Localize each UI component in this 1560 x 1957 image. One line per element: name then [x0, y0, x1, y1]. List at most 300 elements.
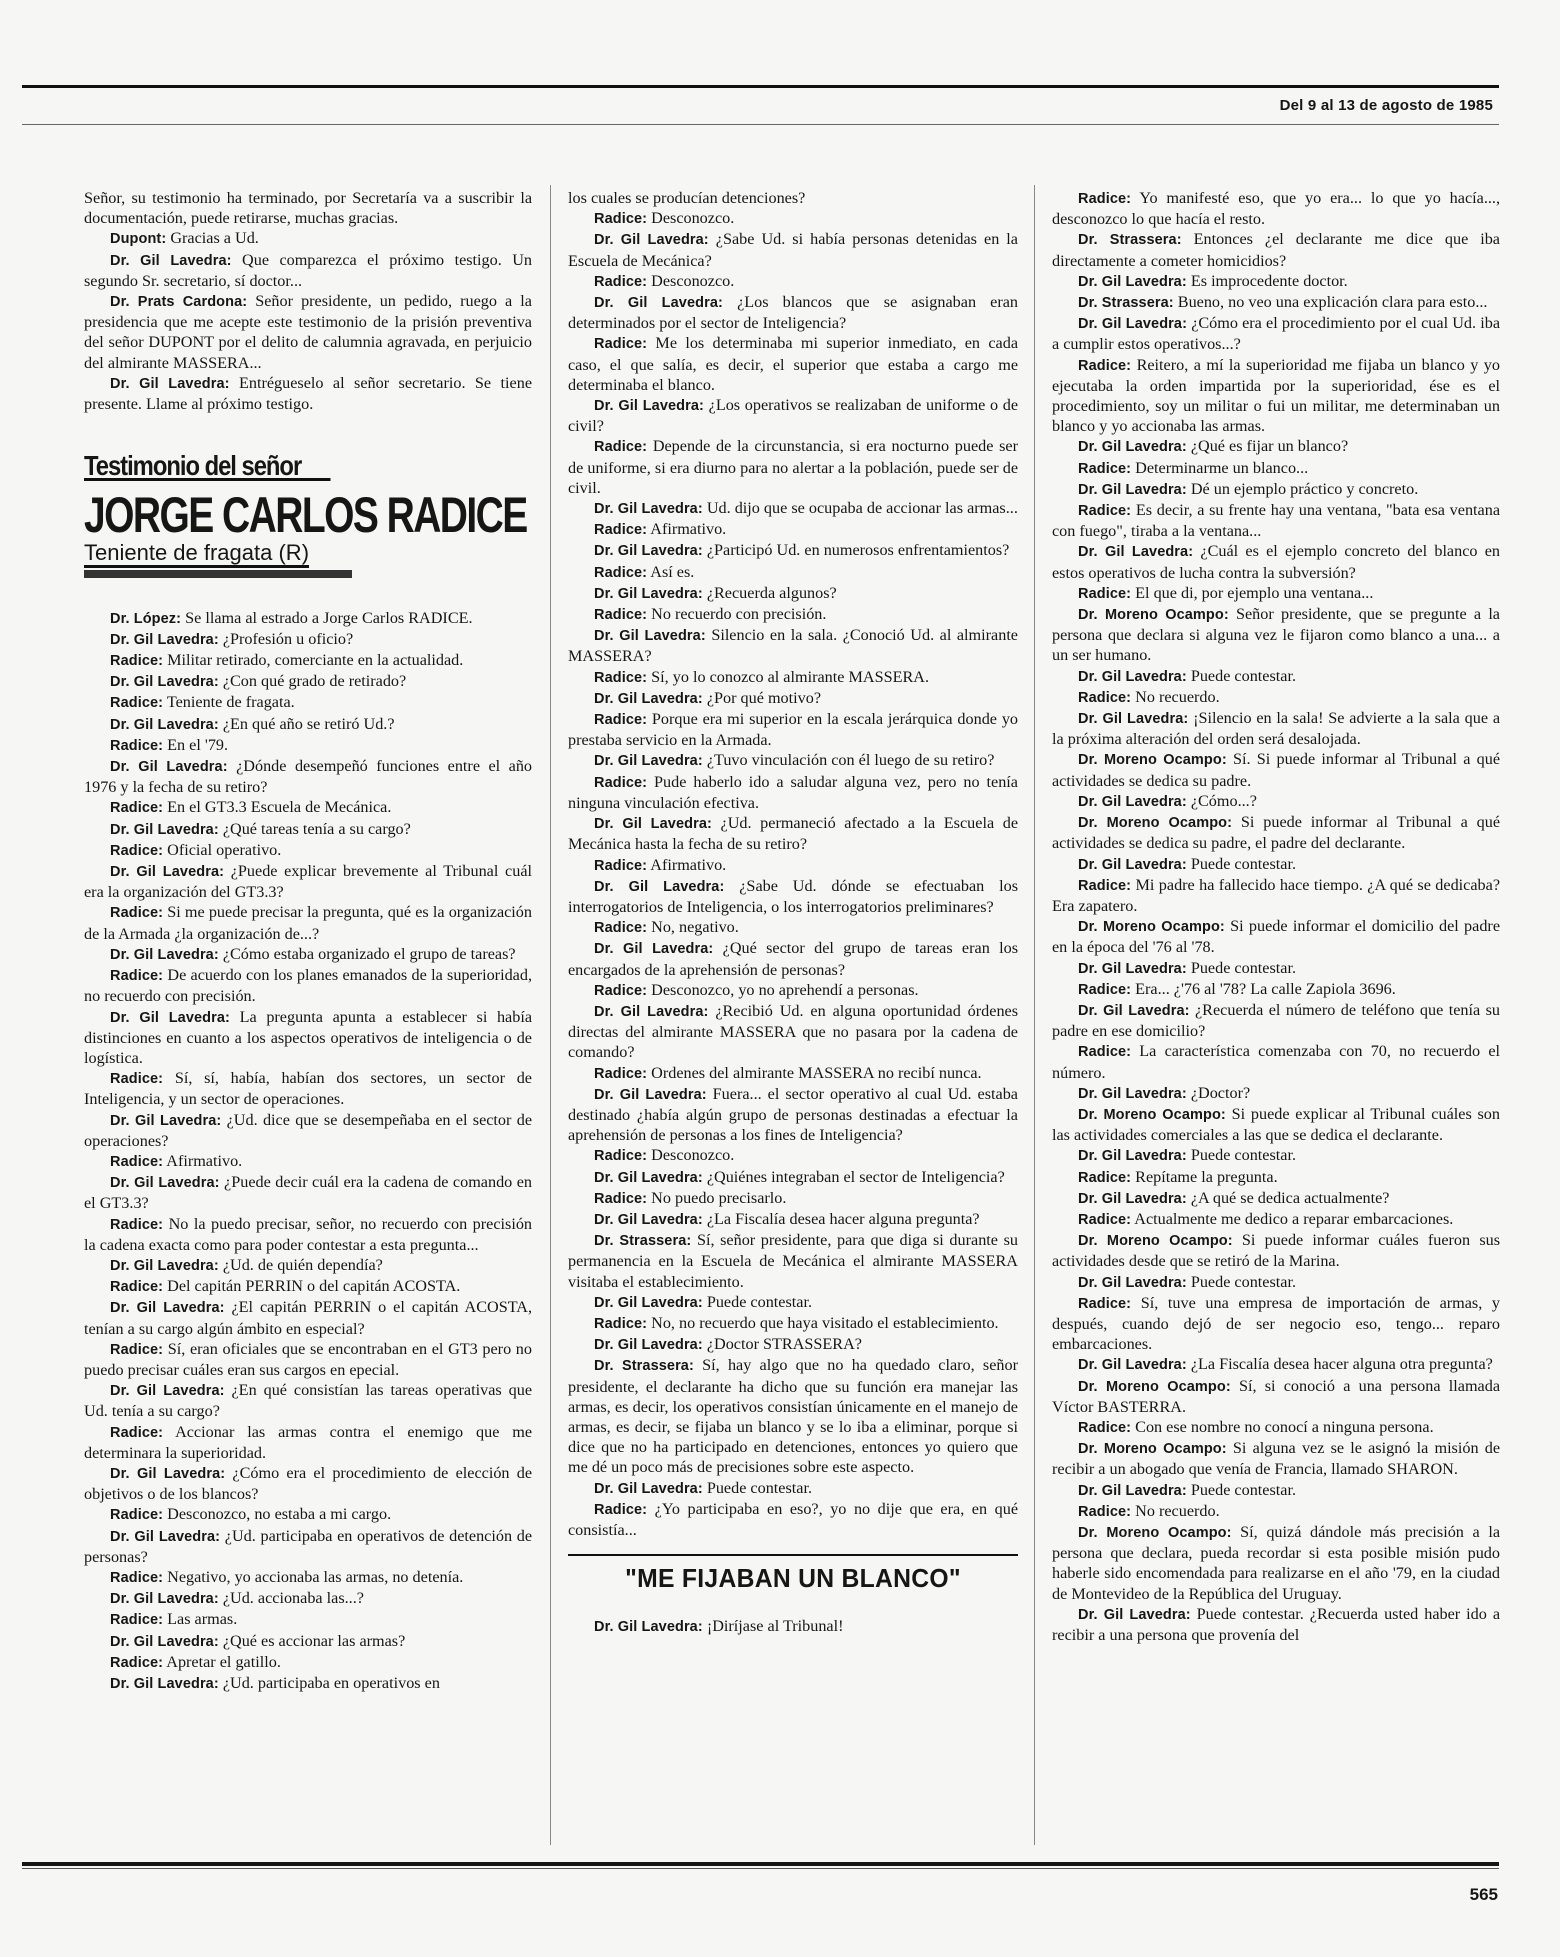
utterance-text: Ordenes del almirante MASSERA no recibí nunca.: [651, 1063, 982, 1082]
transcript-paragraph: [568, 229, 1018, 270]
witness-rank: Teniente de fragata (R): [84, 543, 309, 567]
speaker-name: Dr. Gil Lavedra:: [1078, 1085, 1187, 1102]
utterance-text: La característica comenzaba con 70, no recuerdo el número.: [1052, 1042, 1501, 1082]
speaker-name: Dr. Gil Lavedra:: [110, 375, 230, 392]
speaker-name: Dr. Gil Lavedra:: [1078, 273, 1187, 290]
column-2: [568, 188, 1018, 1638]
speaker-name: Dr. Gil Lavedra:: [1078, 481, 1187, 498]
speaker-name: Dr. Moreno Ocampo:: [1078, 1525, 1232, 1541]
transcript-paragraph: [568, 980, 1018, 1001]
utterance-text: ¿Los blancos que se asignaban eran determinados por el sector de Inteligencia?: [568, 293, 1019, 333]
transcript-paragraph: [84, 250, 532, 291]
transcript-paragraph: [568, 395, 1018, 436]
subheading-box: [568, 1554, 1018, 1594]
utterance-text: El que di, por ejemplo una ventana...: [1135, 583, 1374, 602]
transcript-paragraph: [1052, 958, 1500, 979]
speaker-name: Dr. Gil Lavedra:: [594, 753, 703, 770]
transcript-paragraph: [84, 1504, 532, 1525]
transcript-paragraph: [1052, 1000, 1500, 1041]
speaker-name: Radice:: [594, 857, 648, 874]
utterance-text: Sí, hay algo que no ha quedado claro, señor presidente, el declarante ha dicho que su función era manejar las armas, es decir, los operativos consistían únicamente en el manejo de armas, es decir, se fijaba un blanco y se lo iba a eliminar, porque si dice que no ha participado en detenciones, entonces yo quiero que me dé un poco más de precisiones sobre este aspecto.: [568, 1356, 1018, 1477]
transcript-paragraph: [568, 292, 1018, 333]
speaker-name: Dr. Gil Lavedra:: [110, 716, 219, 733]
transcript-paragraph: [1052, 1209, 1500, 1230]
speaker-name: Dr. Moreno Ocampo:: [1078, 815, 1233, 832]
utterance-text: Puede contestar.: [1190, 958, 1297, 977]
transcript-paragraph: [84, 840, 532, 861]
utterance-text: ¿Sabe Ud. dónde se efectuaban los interrogatorios de Inteligencia, o los interrogatorios preliminares?: [568, 876, 1019, 916]
utterance-text: Puede contestar.: [1190, 1272, 1297, 1291]
speaker-name: Radice:: [594, 1065, 648, 1082]
utterance-text: Apretar el gatillo.: [166, 1652, 281, 1671]
utterance-text: Silencio en la sala. ¿Conoció Ud. al almirante MASSERA?: [568, 626, 1018, 666]
transcript-paragraph: [84, 861, 532, 902]
transcript-paragraph: [1052, 292, 1500, 313]
transcript-paragraph: [84, 1214, 532, 1255]
utterance-text: Porque era mi superior en la escala jerárquica donde yo prestaba servicio en la Armada.: [568, 710, 1019, 750]
utterance-text: Puede contestar.: [1190, 854, 1297, 873]
speaker-name: Dr. Gil Lavedra:: [594, 1619, 703, 1636]
utterance-text: Sí, si conoció a una persona llamada Víctor BASTERRA.: [1052, 1376, 1500, 1416]
transcript-paragraph: [568, 625, 1018, 666]
utterance-text: Señor presidente, que se pregunte a la persona que declara si alguna vez le fijaron como blanco a una... a un ser humano.: [1052, 605, 1500, 665]
speaker-name: Dr. Moreno Ocampo:: [1078, 1106, 1226, 1123]
utterance-text: ¿Ud. dice que se desempeñaba en el sector de operaciones?: [84, 1110, 533, 1150]
speaker-name: Dr. Gil Lavedra:: [1078, 544, 1194, 561]
column-1: [84, 188, 532, 1694]
utterance-text: ¿Qué sector del grupo de tareas eran los encargados de la aprehensión de personas?: [568, 939, 1018, 979]
transcript-paragraph: [1052, 1293, 1500, 1355]
speaker-name: Radice:: [594, 439, 648, 456]
speaker-name: Radice:: [1078, 1419, 1132, 1436]
utterance-text: ¿Ud. permaneció afectado a la Escuela de Mecánica hasta la fecha de su retiro?: [568, 814, 1019, 854]
transcript-paragraph: [1052, 1230, 1500, 1271]
speaker-name: Dupont:: [110, 231, 167, 248]
utterance-text: ¿La Fiscalía desea hacer alguna otra pregunta?: [1190, 1355, 1493, 1374]
utterance-text: Con ese nombre no conocí a ninguna persona.: [1135, 1417, 1434, 1436]
speaker-name: Dr. Gil Lavedra:: [110, 1528, 221, 1545]
transcript-paragraph: [568, 750, 1018, 771]
utterance-text: Desconozco, no estaba a mi cargo.: [167, 1505, 392, 1524]
transcript-paragraph: [568, 1209, 1018, 1230]
transcript-paragraph: [1052, 979, 1500, 1000]
utterance-text: Sí, yo lo conozco al almirante MASSERA.: [651, 667, 929, 686]
utterance-text: ¿Dónde desempeñó funciones entre el año 1976 y la fecha de su retiro?: [84, 757, 533, 797]
speaker-name: Dr. Moreno Ocampo:: [1078, 1233, 1233, 1250]
speaker-name: Dr. Gil Lavedra:: [110, 821, 219, 838]
speaker-name: Dr. Gil Lavedra:: [110, 1175, 220, 1192]
speaker-name: Dr. Gil Lavedra:: [110, 759, 228, 776]
utterance-text: Es decir, a su frente hay una ventana, "bata esa ventana con fuego", tiraba a la ventana...: [1052, 501, 1501, 541]
speaker-name: Dr. Gil Lavedra:: [594, 878, 725, 895]
speaker-name: Dr. Gil Lavedra:: [1078, 856, 1187, 873]
header-rule: [22, 124, 1499, 125]
speaker-name: Radice:: [1078, 585, 1132, 602]
transcript-paragraph: [1052, 666, 1500, 687]
speaker-name: Radice:: [1078, 503, 1132, 520]
utterance-text: Yo manifesté eso, que yo era... lo que yo hacía..., desconozco lo que hacía el resto.: [1052, 189, 1501, 229]
transcript-paragraph: [84, 1422, 532, 1463]
utterance-text: ¿Qué tareas tenía a su cargo?: [222, 819, 411, 838]
transcript-paragraph: [568, 208, 1018, 229]
heading-pretitle: Testimonio del señor: [84, 456, 331, 481]
transcript-paragraph: [84, 1068, 532, 1109]
utterance-text: ¿Qué es fijar un blanco?: [1190, 437, 1349, 456]
speaker-name: Radice:: [110, 1279, 164, 1296]
speaker-name: Radice:: [110, 905, 164, 922]
transcript-paragraph: [84, 1151, 532, 1172]
speaker-name: Dr. Gil Lavedra:: [594, 295, 723, 312]
utterance-text: ¿Puede decir cuál era la cadena de comando en el GT3.3?: [84, 1173, 532, 1213]
speaker-name: Dr. López:: [110, 610, 182, 627]
transcript-paragraph: [568, 1145, 1018, 1166]
utterance-text: Mi padre ha fallecido hace tiempo. ¿A qué se dedicaba? Era zapatero.: [1052, 875, 1501, 915]
utterance-text: Ud. dijo que se ocupaba de accionar las armas...: [706, 499, 1018, 518]
transcript-paragraph: [1052, 1480, 1500, 1501]
utterance-text: Puede contestar.: [1190, 1146, 1297, 1165]
utterance-text: Sí, señor presidente, para que diga si durante su permanencia en la Escuela de Mecánica el almirante MASSERA visitaba el establecimiento.: [568, 1231, 1018, 1291]
utterance-text: Afirmativo.: [650, 855, 727, 874]
transcript-paragraph: [84, 1567, 532, 1588]
transcript-paragraph: [568, 1063, 1018, 1084]
speaker-name: Radice:: [594, 712, 648, 729]
speaker-name: Dr. Strassera:: [1078, 295, 1174, 312]
transcript-paragraph: [1052, 479, 1500, 500]
speaker-name: Dr. Gil Lavedra:: [594, 1169, 703, 1186]
utterance-text: Oficial operativo.: [167, 840, 282, 859]
transcript-paragraph: [1052, 541, 1500, 582]
utterance-text: Sí, eran oficiales que se encontraban en el GT3 pero no puedo precisar cuáles eran sus cargos en epecial.: [84, 1339, 532, 1379]
transcript-paragraph: [84, 373, 532, 414]
transcript-paragraph: [1052, 708, 1500, 749]
page-number: 565: [1469, 1885, 1498, 1904]
utterance-text: Negativo, yo accionaba las armas, no detenía.: [167, 1567, 464, 1586]
utterance-text: No recuerdo.: [1135, 687, 1220, 706]
speaker-name: Dr. Gil Lavedra:: [594, 543, 703, 560]
utterance-text: Puede contestar.: [706, 1478, 813, 1497]
utterance-text: ¿Ud. de quién dependía?: [222, 1255, 383, 1274]
transcript-paragraph: [1052, 313, 1500, 354]
speaker-name: Dr. Gil Lavedra:: [110, 1633, 219, 1650]
speaker-name: Radice:: [594, 669, 648, 686]
speaker-name: Dr. Gil Lavedra:: [594, 1480, 703, 1497]
speaker-name: Dr. Gil Lavedra:: [1078, 1190, 1187, 1207]
utterance-text: ¿Ud. accionaba las...?: [222, 1589, 364, 1608]
speaker-name: Dr. Gil Lavedra:: [110, 1383, 225, 1400]
utterance-text: Si me puede precisar la pregunta, qué es la organización de la Armada ¿la organización de...?: [84, 903, 532, 943]
speaker-name: Dr. Gil Lavedra:: [1078, 439, 1187, 456]
transcript-paragraph: [84, 965, 532, 1006]
utterance-text: Dé un ejemplo práctico y concreto.: [1190, 479, 1419, 498]
utterance-text: No puedo precisarlo.: [651, 1188, 787, 1207]
speaker-name: Radice:: [110, 1071, 164, 1088]
utterance-text: ¿Sabe Ud. si había personas detenidas en la Escuela de Mecánica?: [568, 230, 1018, 270]
utterance-text: No la puedo precisar, señor, no recuerdo con precisión la cadena exacta como para poder contestar a esta pregunta...: [84, 1214, 533, 1254]
transcript-paragraph: [1052, 229, 1500, 270]
transcript-paragraph: [568, 1084, 1018, 1146]
utterance-text: Así es.: [650, 562, 695, 581]
transcript-paragraph: [84, 1276, 532, 1297]
transcript-paragraph: [1052, 1417, 1500, 1438]
utterance-text: ¿Recuerda algunos?: [706, 583, 837, 602]
transcript-paragraph: [1052, 583, 1500, 604]
speaker-name: Dr. Gil Lavedra:: [110, 631, 219, 648]
speaker-name: Dr. Moreno Ocampo:: [1078, 919, 1225, 936]
speaker-name: Radice:: [594, 1148, 648, 1165]
utterance-text: Teniente de fragata.: [166, 693, 295, 712]
speaker-name: Radice:: [594, 211, 648, 228]
speaker-name: Radice:: [594, 774, 648, 791]
utterance-text: Fuera... el sector operativo al cual Ud. estaba destinado ¿había algún grupo de personas destinadas a efectuar la aprehensión de personas a los fines de Inteligencia?: [568, 1084, 1018, 1145]
transcript-paragraph: [568, 436, 1018, 498]
utterance-text: ¿Yo participaba en eso?, yo no dije que era, en qué consistía...: [568, 1499, 1018, 1539]
transcript-paragraph: [568, 772, 1018, 813]
transcript-paragraph: [568, 1167, 1018, 1188]
utterance-text: ¿En qué consistían las tareas operativas que Ud. tenía a su cargo?: [84, 1381, 533, 1421]
utterance-text: Afirmativo.: [650, 520, 727, 539]
utterance-text: ¿Participó Ud. en numerosos enfrentamientos?: [706, 541, 1010, 560]
transcript-paragraph: [568, 688, 1018, 709]
transcript-paragraph: [1052, 355, 1500, 437]
transcript-paragraph: [1052, 749, 1500, 790]
utterance-text: Gracias a Ud.: [170, 229, 259, 248]
col2-transcript-end: [568, 1616, 1018, 1637]
transcript-paragraph: [568, 1334, 1018, 1355]
speaker-name: Radice:: [594, 273, 648, 290]
utterance-text: Depende de la circunstancia, si era nocturno puede ser de uniforme, si era diurno para no alertar a la población, puede ser de civil.: [568, 437, 1019, 497]
utterance-text: ¿En qué año se retiró Ud.?: [222, 714, 395, 733]
utterance-text: ¿Con qué grado de retirado?: [222, 672, 407, 691]
transcript-paragraph: [568, 1499, 1018, 1540]
transcript-paragraph: [1052, 1083, 1500, 1104]
footer-rule-thin: [22, 1868, 1499, 1869]
column-divider: [1034, 185, 1035, 1845]
column-3: [1052, 188, 1500, 1645]
utterance-text: ¿La Fiscalía desea hacer alguna pregunta?: [706, 1209, 980, 1228]
utterance-text: Afirmativo.: [166, 1151, 243, 1170]
utterance-text: ¿Cuál es el ejemplo concreto del blanco en estos operativos de lucha contra la subversión?: [1052, 542, 1501, 582]
speaker-name: Dr. Gil Lavedra:: [594, 398, 704, 415]
transcript-paragraph: [568, 271, 1018, 292]
speaker-name: Radice:: [1078, 357, 1132, 374]
speaker-name: Dr. Gil Lavedra:: [1078, 711, 1189, 728]
transcript-paragraph: [84, 188, 532, 228]
speaker-name: Radice:: [1078, 460, 1132, 477]
transcript-paragraph: [1052, 500, 1500, 541]
utterance-text: Entonces ¿el declarante me dice que iba directamente a cometer homicidios?: [1052, 230, 1500, 270]
transcript-paragraph: [1052, 1272, 1500, 1293]
speaker-name: Dr. Gil Lavedra:: [110, 1112, 222, 1129]
col1-top-text: [84, 188, 532, 414]
transcript-paragraph: [1052, 271, 1500, 292]
transcript-paragraph: [1052, 1604, 1500, 1645]
speaker-name: Dr. Strassera:: [594, 1233, 692, 1250]
footer-rule: [22, 1862, 1499, 1866]
transcript-paragraph: [1052, 604, 1500, 666]
utterance-text: De acuerdo con los planes emanados de la superioridad, no recuerdo con precisión.: [84, 966, 532, 1006]
transcript-paragraph: [84, 797, 532, 818]
transcript-paragraph: [1052, 791, 1500, 812]
transcript-paragraph: [84, 692, 532, 713]
speaker-name: Dr. Gil Lavedra:: [110, 1009, 230, 1026]
top-rule: [22, 85, 1499, 88]
speaker-name: Radice:: [110, 1153, 164, 1170]
utterance-text: Entrégueselo al señor secretario. Se tiene presente. Llame al próximo testigo.: [84, 373, 533, 414]
speaker-name: Dr. Gil Lavedra:: [110, 1257, 219, 1274]
utterance-text: No, negativo.: [651, 918, 739, 937]
utterance-text: Si alguna vez se le asignó la misión de recibir a un abogado que venía de Francia, llamado SHARON.: [1052, 1439, 1501, 1479]
transcript-paragraph: [84, 650, 532, 671]
transcript-paragraph: [84, 608, 532, 629]
utterance-text: En el '79.: [167, 735, 229, 754]
speaker-name: Radice:: [110, 695, 164, 712]
transcript-paragraph: [84, 1110, 532, 1151]
speaker-name: Dr. Gil Lavedra:: [110, 1465, 226, 1482]
transcript-paragraph: [84, 1526, 532, 1567]
transcript-paragraph: [568, 1188, 1018, 1209]
speaker-name: Dr. Moreno Ocampo:: [1078, 607, 1229, 624]
transcript-paragraph: [568, 1313, 1018, 1334]
speaker-name: Dr. Gil Lavedra:: [594, 941, 714, 958]
speaker-name: Radice:: [110, 1216, 164, 1233]
speaker-name: Radice:: [594, 1315, 648, 1332]
transcript-paragraph: [84, 1652, 532, 1673]
utterance-text: En el GT3.3 Escuela de Mecánica.: [167, 798, 392, 817]
subheading: "ME FIJABAN UN BLANCO": [625, 1563, 961, 1594]
speaker-name: Dr. Moreno Ocampo:: [1078, 1441, 1227, 1458]
transcript-paragraph: [1052, 436, 1500, 457]
speaker-name: Radice:: [110, 1341, 164, 1358]
transcript-paragraph: [1052, 1167, 1500, 1188]
utterance-text: ¿Ud. participaba en operativos en: [222, 1674, 440, 1692]
speaker-name: Radice:: [1078, 1211, 1132, 1228]
speaker-name: Radice:: [1078, 1503, 1132, 1520]
utterance-text: ¿Cómo...?: [1190, 791, 1257, 810]
speaker-name: Radice:: [594, 564, 648, 581]
speaker-name: Radice:: [1078, 877, 1132, 894]
utterance-text: Me los determinaba mi superior inmediato, en cada caso, el que salía, es decir, el superior que estaba a cargo me determinaba el blanco.: [568, 334, 1018, 394]
utterance-text: Accionar las armas contra el enemigo que me determinara la superioridad.: [84, 1422, 533, 1462]
utterance-text: ¿Qué es accionar las armas?: [222, 1631, 406, 1650]
col1-transcript: [84, 608, 532, 1695]
speaker-name: Dr. Gil Lavedra:: [1078, 316, 1188, 333]
transcript-paragraph: [1052, 1041, 1500, 1082]
speaker-name: Dr. Strassera:: [594, 1358, 694, 1375]
transcript-paragraph: [1052, 188, 1500, 229]
transcript-paragraph: [1052, 1354, 1500, 1375]
transcript-paragraph: [568, 540, 1018, 561]
utterance-text: Es improcedente doctor.: [1190, 271, 1348, 290]
transcript-paragraph: [1052, 1501, 1500, 1522]
speaker-name: Dr. Gil Lavedra:: [1078, 1357, 1187, 1374]
utterance-text: ¡Silencio en la sala! Se advierte a la sala que a la próxima alteración del orden será desalojada.: [1052, 709, 1501, 749]
transcript-paragraph: [568, 1001, 1018, 1063]
transcript-paragraph: [1052, 854, 1500, 875]
utterance-text: ¿Por qué motivo?: [706, 688, 822, 707]
transcript-paragraph: [568, 1478, 1018, 1499]
speaker-name: Radice:: [594, 1501, 648, 1518]
speaker-name: Radice:: [1078, 1044, 1132, 1061]
transcript-paragraph: [568, 333, 1018, 395]
speaker-name: Dr. Moreno Ocampo:: [1078, 1378, 1231, 1395]
utterance-text: ¿Los operativos se realizaban de uniforme o de civil?: [568, 396, 1019, 436]
speaker-name: Dr. Gil Lavedra:: [594, 1294, 703, 1311]
transcript-paragraph: [568, 1230, 1018, 1292]
transcript-paragraph: [84, 1007, 532, 1069]
speaker-name: Dr. Gil Lavedra:: [594, 1086, 707, 1103]
transcript-paragraph: [568, 498, 1018, 519]
speaker-name: Dr. Gil Lavedra:: [594, 585, 703, 602]
utterance-text: Si puede explicar al Tribunal cuáles son las actividades comerciales a las que se dedica el declarante.: [1052, 1104, 1500, 1145]
speaker-name: Dr. Gil Lavedra:: [1078, 960, 1187, 977]
utterance-text: Bueno, no veo una explicación clara para esto...: [1177, 293, 1488, 312]
transcript-paragraph: [84, 902, 532, 943]
utterance-text: ¿Puede explicar brevemente al Tribunal cuál era la organización del GT3.3?: [84, 862, 533, 902]
transcript-paragraph: [568, 938, 1018, 979]
speaker-name: Dr. Gil Lavedra:: [110, 1591, 219, 1608]
speaker-name: Dr. Gil Lavedra:: [594, 1211, 703, 1228]
utterance-text: ¿Doctor STRASSERA?: [706, 1335, 862, 1354]
speaker-name: Radice:: [594, 920, 648, 937]
utterance-text: ¿El capitán PERRIN o el capitán ACOSTA, tenían a su cargo algún ámbito en especial?: [84, 1298, 533, 1338]
transcript-paragraph: [84, 1609, 532, 1630]
utterance-text: Sí, tuve una empresa de importación de armas, y después, cuando dejó de ser negocio eso, tengo... reparo embarcaciones.: [1052, 1293, 1500, 1354]
transcript-paragraph: [568, 519, 1018, 540]
transcript-paragraph: [84, 714, 532, 735]
utterance-text: Repítame la pregunta.: [1135, 1167, 1278, 1186]
transcript-paragraph: [1052, 1522, 1500, 1604]
transcript-paragraph: [84, 819, 532, 840]
speaker-name: Dr. Gil Lavedra:: [594, 690, 703, 707]
speaker-name: Radice:: [1078, 689, 1132, 706]
utterance-text: Puede contestar.: [1190, 666, 1297, 685]
transcript-paragraph: [568, 917, 1018, 938]
utterance-text: Desconozco.: [651, 1146, 735, 1165]
utterance-text: ¿A qué se dedica actualmente?: [1190, 1188, 1390, 1207]
column-divider: [550, 185, 551, 1845]
utterance-text: No recuerdo.: [1135, 1501, 1220, 1520]
transcript-paragraph: [1052, 875, 1500, 916]
speaker-name: Dr. Gil Lavedra:: [110, 252, 232, 269]
heading-bar: [84, 570, 352, 578]
utterance-text: Pude haberlo ido a saludar alguna vez, pero no tenía ninguna vinculación efectiva.: [568, 772, 1018, 812]
transcript-paragraph: [568, 855, 1018, 876]
transcript-paragraph: [568, 188, 1018, 208]
utterance-text: Era... ¿'76 al '78? La calle Zapiola 3696.: [1135, 979, 1396, 998]
utterance-text: La pregunta apunta a establecer si había distinciones en cuanto a los aspectos operativos de inteligencia o de logística.: [84, 1007, 533, 1067]
utterance-text: Se llama al estrado a Jorge Carlos RADICE.: [185, 608, 473, 627]
speaker-name: Dr. Prats Cardona:: [110, 294, 248, 311]
testimony-heading: [84, 450, 532, 577]
speaker-name: Dr. Gil Lavedra:: [1078, 793, 1187, 810]
transcript-paragraph: [84, 735, 532, 756]
speaker-name: Radice:: [1078, 1295, 1132, 1312]
speaker-name: Dr. Gil Lavedra:: [110, 946, 219, 963]
utterance-text: ¿Quiénes integraban el sector de Inteligencia?: [706, 1167, 1005, 1186]
transcript-paragraph: [84, 944, 532, 965]
utterance-text: No recuerdo con precisión.: [651, 605, 827, 624]
utterance-text: Sí, quizá dándole más precisión a la persona que declara, pueda recordar si esta posible misión pudo haberle sido encomendada para realizarse en el año '79, en la ciudad de Montevideo de la República del Uruguay.: [1052, 1523, 1501, 1603]
speaker-name: Radice:: [110, 1612, 164, 1629]
speaker-name: Dr. Gil Lavedra:: [594, 816, 712, 833]
speaker-name: Radice:: [110, 842, 164, 859]
speaker-name: Dr. Gil Lavedra:: [1078, 1002, 1190, 1019]
utterance-text: Desconozco, yo no aprehendí a personas.: [651, 980, 919, 999]
utterance-text: Desconozco.: [651, 271, 735, 290]
speaker-name: Dr. Moreno Ocampo:: [1078, 752, 1227, 769]
speaker-name: Dr. Gil Lavedra:: [594, 232, 709, 249]
utterance-text: ¿Doctor?: [1190, 1083, 1251, 1102]
